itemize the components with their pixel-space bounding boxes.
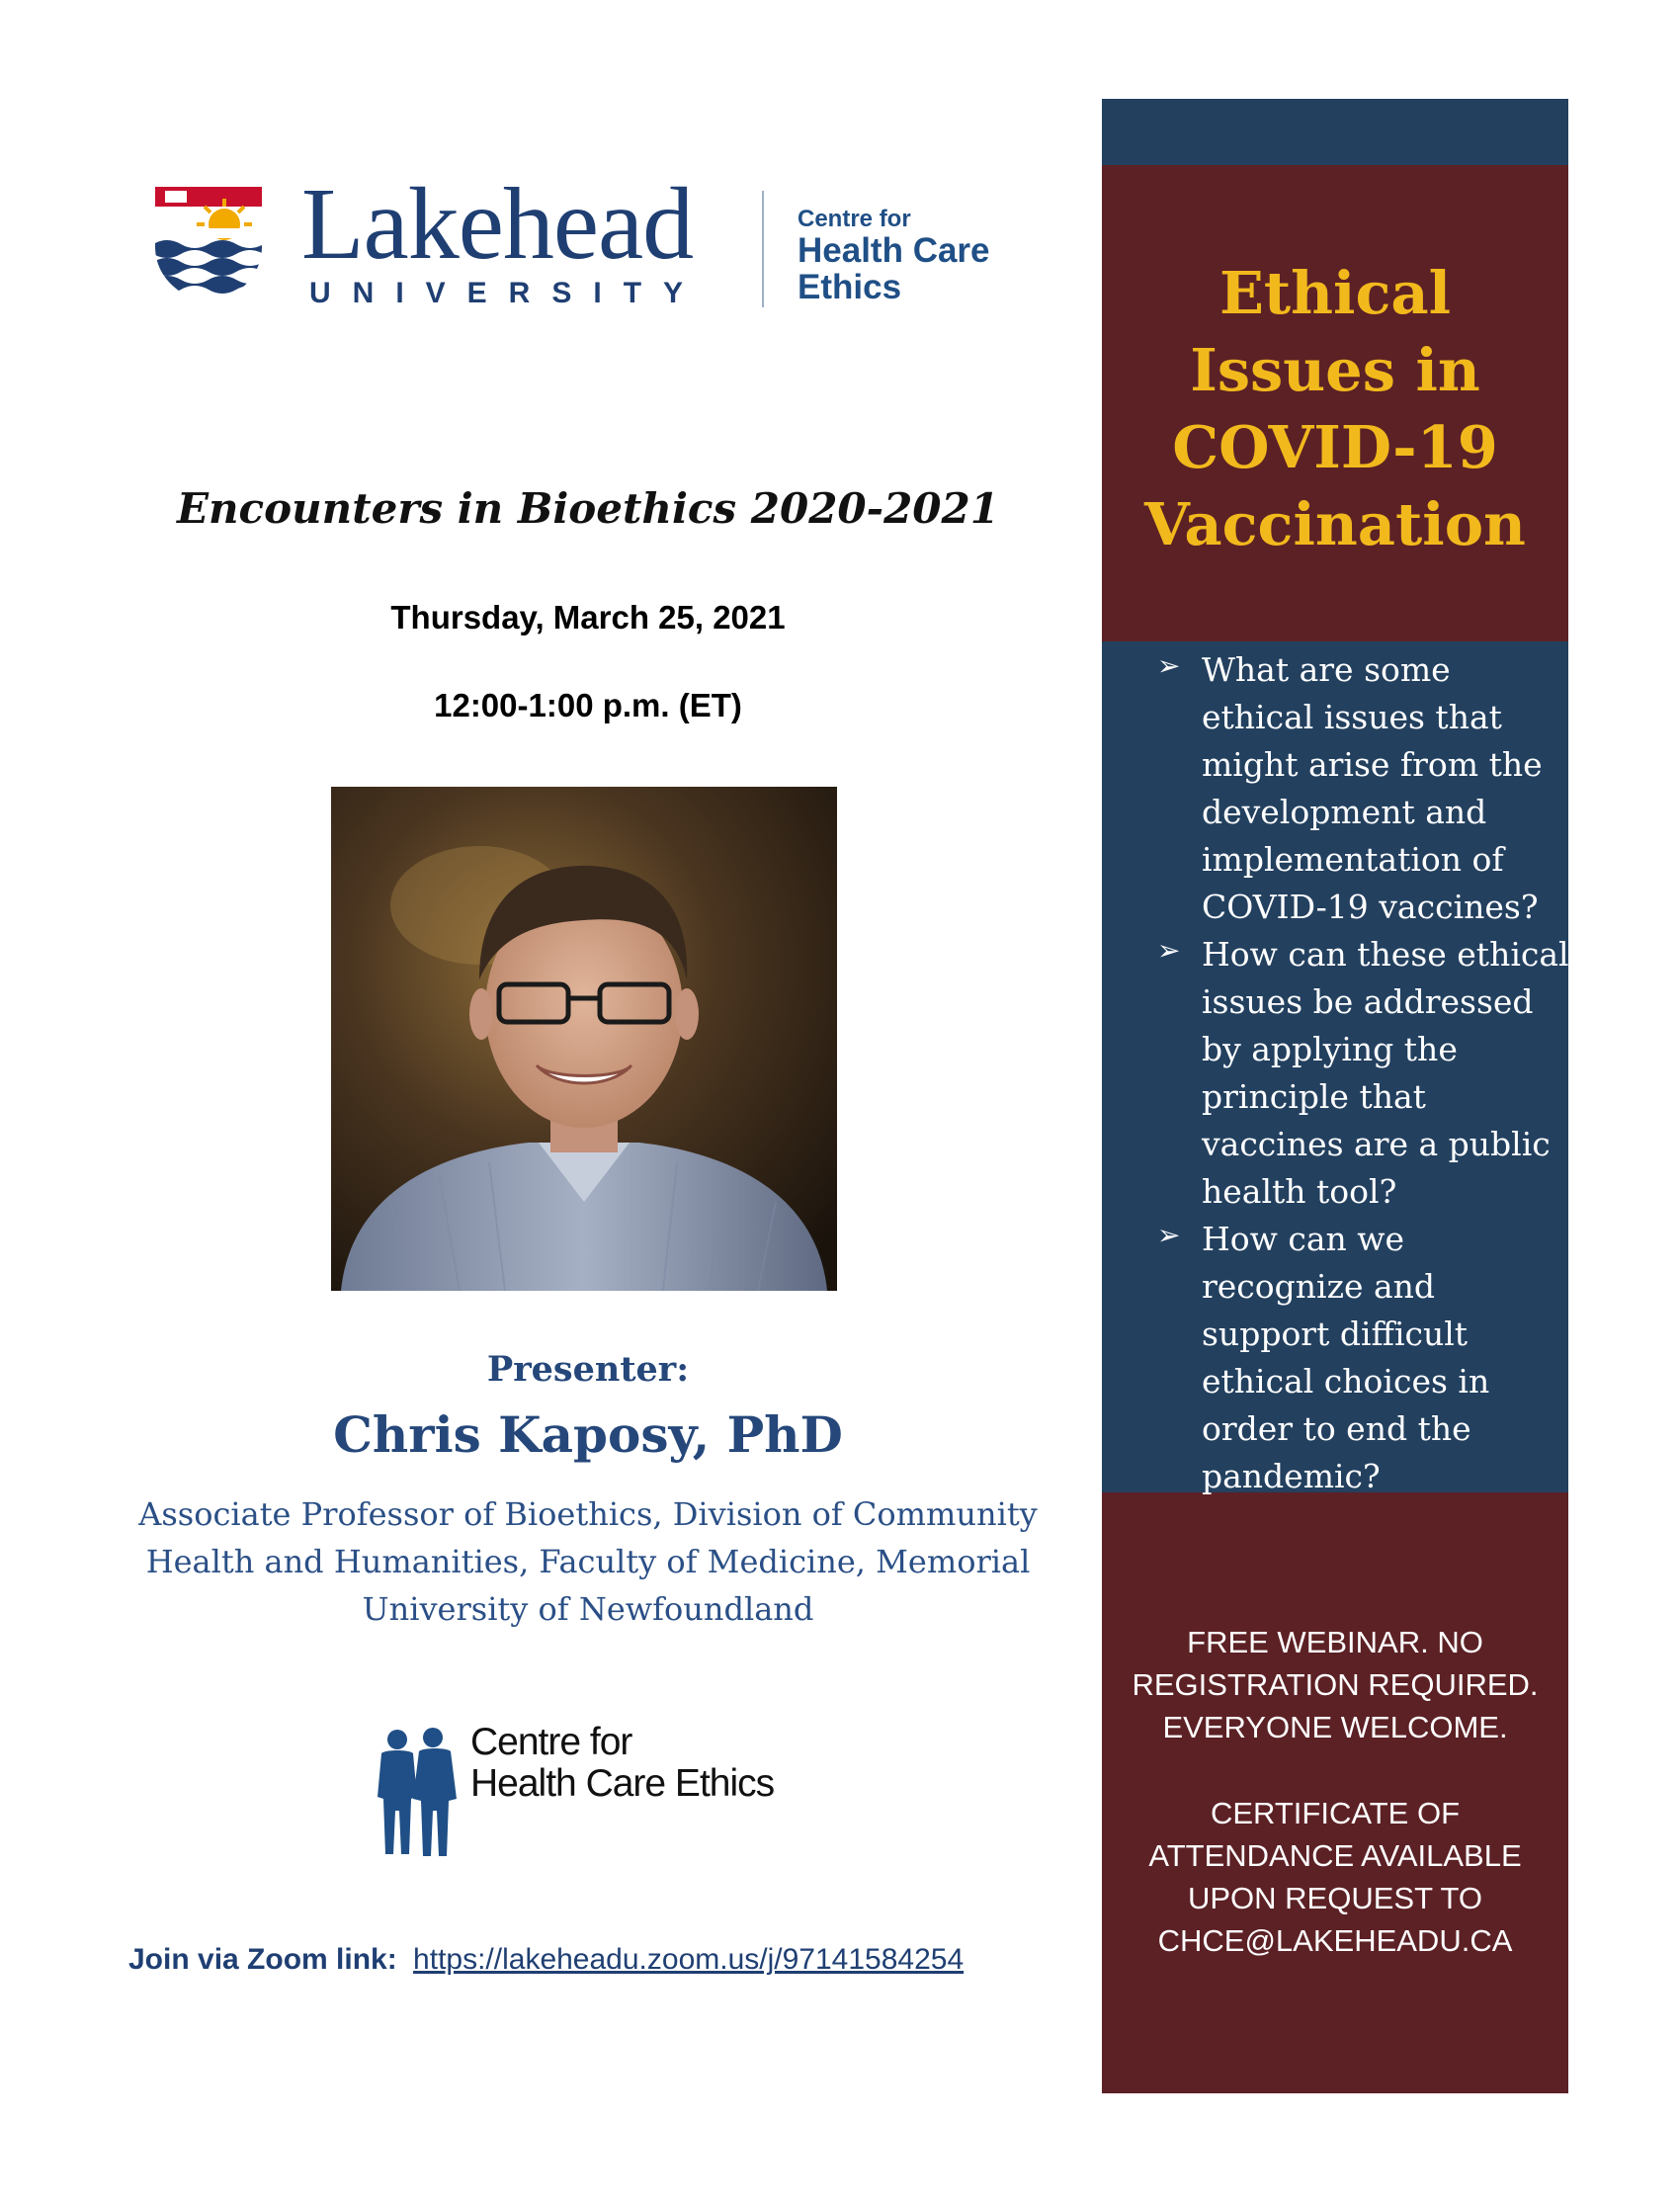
webinar-info-line: FREE WEBINAR. NO	[1187, 1625, 1483, 1659]
question-line: How can we	[1202, 1220, 1405, 1258]
question-line: issues be addressed	[1202, 982, 1534, 1021]
presenter-name: Chris Kaposy, PhD	[333, 1405, 843, 1464]
presenter-affiliation	[89, 1490, 1087, 1633]
question-line: vaccines are a public	[1202, 1125, 1551, 1163]
chce-logo	[368, 1722, 822, 1862]
question-line: What are some	[1202, 650, 1451, 689]
event-title-line: Issues in	[1190, 336, 1480, 404]
question-item	[1157, 931, 1572, 1216]
question-line: order to end the	[1202, 1409, 1471, 1448]
chce-logo-text	[470, 1722, 774, 1805]
affiliation-line2: Health and Humanities, Faculty of Medicine, Memorial	[145, 1543, 1031, 1580]
webinar-info	[1102, 1621, 1568, 1748]
event-title-line: Ethical	[1218, 259, 1452, 327]
chce-logo-line1: Centre for	[470, 1721, 632, 1763]
people-silhouette-icon	[368, 1728, 462, 1860]
question-line: ethical choices in	[1202, 1362, 1490, 1401]
question-line: How can these ethical	[1202, 935, 1569, 974]
centre-name-line2: Health Care	[798, 231, 990, 270]
certificate-info-line: CERTIFICATE OF	[1210, 1796, 1461, 1830]
webinar-info-line: REGISTRATION REQUIRED.	[1132, 1667, 1539, 1702]
question-line: recognize and	[1202, 1267, 1436, 1306]
certificate-info-line: UPON REQUEST TO	[1187, 1881, 1482, 1915]
logo-wordmark: Lakehead	[301, 167, 694, 281]
question-list	[1157, 646, 1572, 1500]
question-line: pandemic?	[1202, 1457, 1381, 1495]
certificate-info	[1102, 1792, 1568, 1962]
affiliation-line3: University of Newfoundland	[362, 1590, 814, 1628]
question-line: by applying the	[1202, 1030, 1458, 1068]
logo-subword: UNIVERSITY	[309, 277, 706, 309]
question-line: health tool?	[1202, 1172, 1397, 1211]
series-title: Encounters in Bioethics 2020-2021	[177, 484, 999, 533]
sidebar-top-band	[1102, 99, 1568, 165]
question-line: development and	[1202, 793, 1487, 831]
webinar-info-line: EVERYONE WELCOME.	[1162, 1710, 1508, 1744]
presenter-label: Presenter:	[486, 1349, 690, 1390]
arrow-bullet-icon: ➢	[1157, 1219, 1181, 1251]
centre-name-line3: Ethics	[798, 268, 902, 306]
certificate-info-line: ATTENDANCE AVAILABLE	[1148, 1838, 1522, 1873]
question-line: support difficult	[1202, 1315, 1469, 1353]
event-title	[1102, 255, 1568, 563]
zoom-label: Join via Zoom link:	[128, 1943, 397, 1976]
question-line: might arise from the	[1202, 745, 1543, 784]
presenter-photo	[331, 787, 837, 1291]
event-title-line: Vaccination	[1144, 490, 1526, 558]
logo-divider	[762, 191, 764, 307]
centre-name-line1: Centre for	[798, 206, 911, 232]
certificate-email: CHCE@LAKEHEADU.CA	[1157, 1923, 1513, 1958]
centre-name	[798, 207, 990, 305]
question-line: ethical issues that	[1202, 698, 1502, 736]
lakehead-shield-icon	[153, 185, 264, 305]
zoom-link[interactable]: https://lakeheadu.zoom.us/j/97141584254	[413, 1943, 965, 1976]
lakehead-logo	[153, 167, 1023, 326]
event-time: 12:00-1:00 p.m. (ET)	[434, 687, 742, 723]
zoom-line	[128, 1943, 964, 1977]
question-item	[1157, 646, 1572, 931]
question-item	[1157, 1216, 1572, 1500]
affiliation-line1: Associate Professor of Bioethics, Division of Community	[138, 1495, 1038, 1533]
chce-logo-line2: Health Care Ethics	[470, 1762, 775, 1805]
arrow-bullet-icon: ➢	[1157, 649, 1181, 682]
question-line: COVID-19 vaccines?	[1202, 888, 1539, 926]
event-title-line: COVID-19	[1172, 413, 1498, 481]
sidebar	[1102, 99, 1568, 2093]
arrow-bullet-icon: ➢	[1157, 934, 1181, 967]
question-line: implementation of	[1202, 840, 1504, 879]
question-line: principle that	[1202, 1077, 1426, 1116]
event-date: Thursday, March 25, 2021	[390, 599, 786, 636]
